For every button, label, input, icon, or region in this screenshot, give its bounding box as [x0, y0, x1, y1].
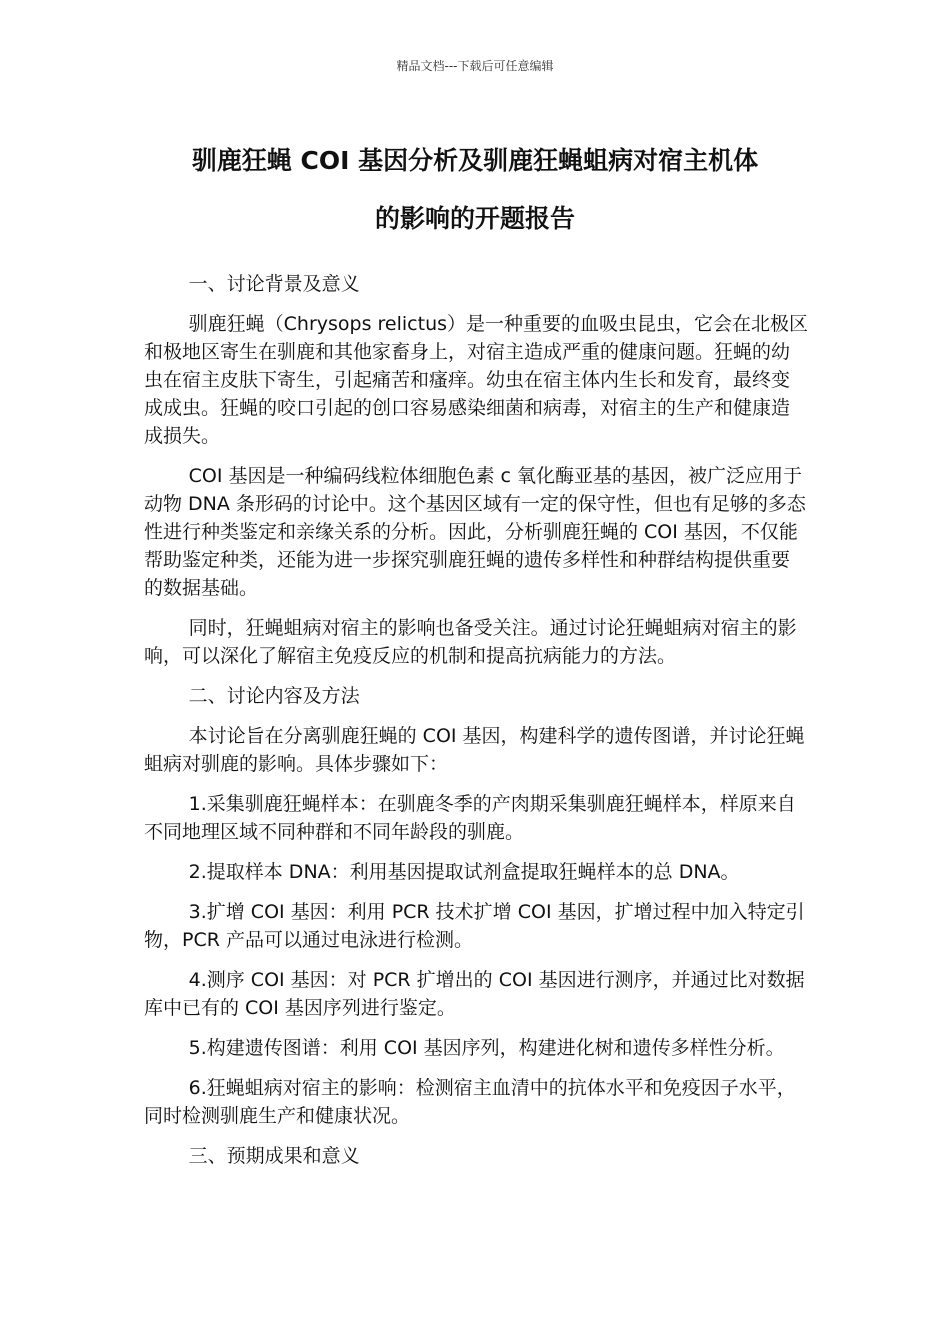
section-heading-methods: 二、讨论内容及方法: [188, 685, 360, 707]
page-header: 精品文档---下载后可任意编辑: [396, 59, 554, 73]
paragraph-methods-intro: 本讨论旨在分离驯鹿狂蝇的 COI 基因，构建科学的遗传图谱，并讨论狂蝇蛆病对驯鹿的影响。具体步骤如下：: [144, 725, 805, 775]
paragraph-intro: 驯鹿狂蝇（Chrysops relictus）是一种重要的血吸虫昆虫，它会在北极区和极地区寄生在驯鹿和其他家畜身上，对宿主造成严重的健康问题。狂蝇的幼虫在宿主皮肤下寄生，引起痛苦和瘙痒。幼虫在宿主体内生长和发育，最终变成成虫。狂蝇的咬口引起的创口容易感染细菌和病毒，对宿主的生产和健康造成损失。: [144, 313, 809, 447]
document-title: [100, 132, 850, 248]
step-6-host-impact: 6.狂蝇蛆病对宿主的影响：检测宿主血清中的抗体水平和免疫因子水平，同时检测驯鹿生产和健康状况。: [144, 1077, 796, 1127]
section-heading-background: 一、讨论背景及意义: [188, 273, 360, 295]
section-heading-outcomes: 三、预期成果和意义: [188, 1145, 360, 1167]
step-1-sampling: 1.采集驯鹿狂蝇样本：在驯鹿冬季的产肉期采集驯鹿狂蝇样本，样原来自不同地理区域不同种群和不同年龄段的驯鹿。: [144, 793, 796, 843]
step-4-sequencing: 4.测序 COI 基因：对 PCR 扩增出的 COI 基因进行测序，并通过比对数据库中已有的 COI 基因序列进行鉴定。: [144, 969, 805, 1019]
step-5-phylogeny: 5.构建遗传图谱：利用 COI 基因序列，构建进化树和遗传多样性分析。: [188, 1037, 785, 1059]
title-line-1: 驯鹿狂蝇 COI 基因分析及驯鹿狂蝇蛆病对宿主机体: [191, 146, 759, 175]
paragraph-disease-impact: 同时，狂蝇蛆病对宿主的影响也备受关注。通过讨论狂蝇蛆病对宿主的影响，可以深化了解宿主免疫反应的机制和提高抗病能力的方法。: [144, 617, 797, 667]
step-2-dna-extraction: 2.提取样本 DNA：利用基因提取试剂盒提取狂蝇样本的总 DNA。: [188, 861, 740, 883]
document-body: [144, 270, 808, 1182]
title-line-2: 的影响的开题报告: [374, 204, 575, 233]
paragraph-coi-gene: COI 基因是一种编码线粒体细胞色素 c 氧化酶亚基的基因，被广泛应用于动物 DNA 条形码的讨论中。这个基因区域有一定的保守性，但也有足够的多态性进行种类鉴定和亲缘关系的分析。因此，分析驯鹿狂蝇的 COI 基因，不仅能帮助鉴定种类，还能为进一步探究驯鹿狂蝇的遗传多样性和种群结构提供重要的数据基础。: [144, 465, 806, 599]
step-3-pcr-amplification: 3.扩增 COI 基因：利用 PCR 技术扩增 COI 基因，扩增过程中加入特定引物，PCR 产品可以通过电泳进行检测。: [144, 901, 805, 951]
